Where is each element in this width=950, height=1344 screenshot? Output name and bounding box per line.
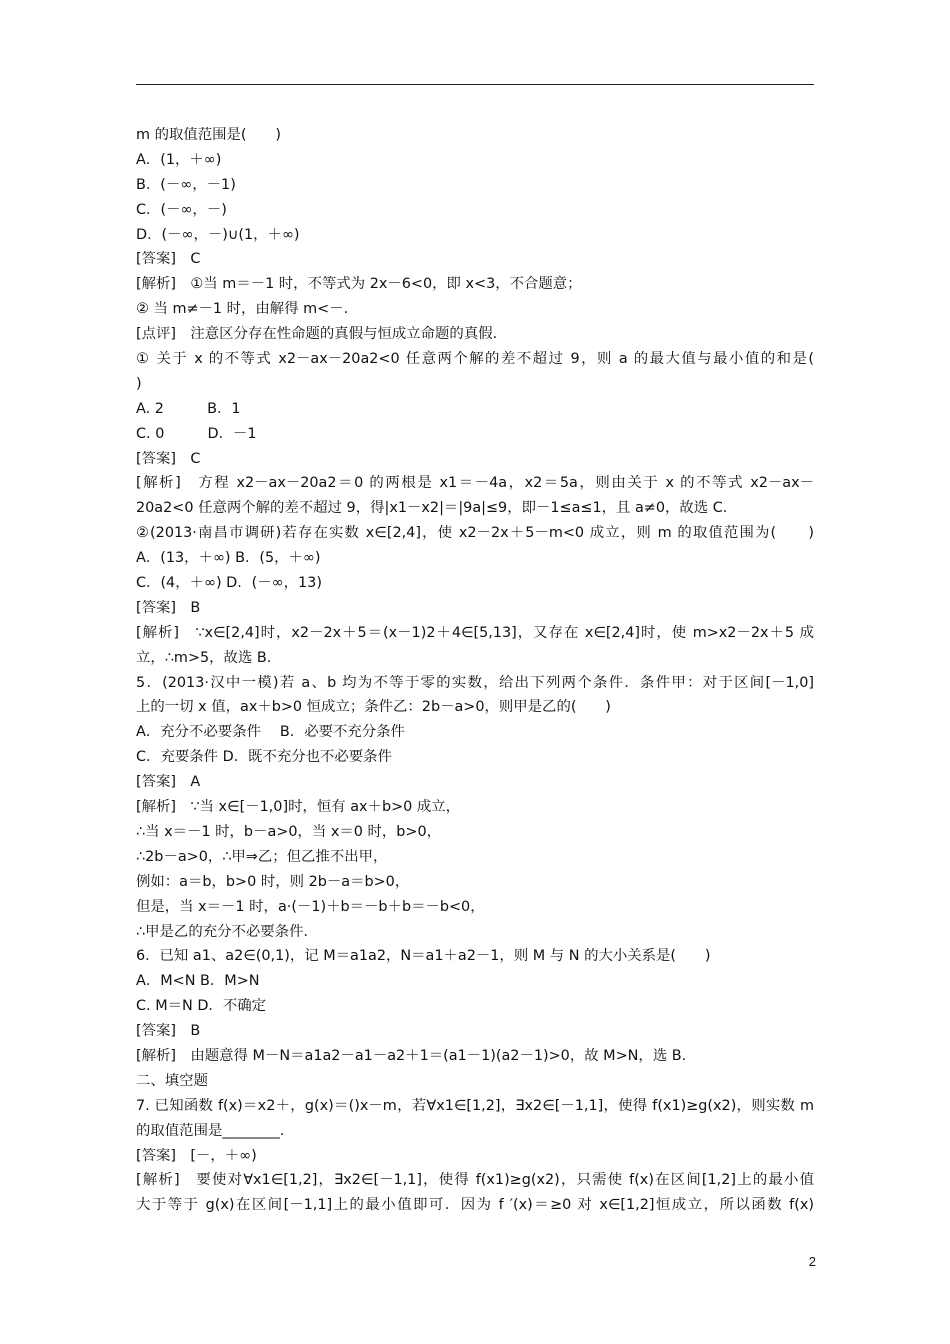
text-line: 6．已知 a1、a2∈(0,1)，记 M＝a1a2，N＝a1＋a2－1，则 M 与 N 的大小关系是( ) <box>136 948 711 965</box>
text-line: ② 当 m≠－1 时，由解得 m<－. <box>136 301 349 318</box>
text-line: [答案] C <box>136 251 201 268</box>
text-line: A．M<N B．M>N <box>136 973 260 990</box>
text-line: 7. 已知函数 f(x)＝x2＋，g(x)＝()x－m，若∀x1∈[1,2]，∃x2∈[－1,1]，使得 f(x1)≥g(x2)，则实数 m <box>136 1097 814 1114</box>
text-line: C. 0 D．－1 <box>136 425 257 442</box>
text-line: 5．(2013·汉中一模)若 a、b 均为不等于零的实数，给出下列两个条件．条件甲：对于区间[－1,0] <box>136 674 814 691</box>
text-line: ) <box>136 375 142 392</box>
text-line: [解析] ∵x∈[2,4]时，x2－2x＋5＝(x－1)2＋4∈[5,13]，又存在 x∈[2,4]时，使 m>x2－2x＋5 成 <box>136 624 814 641</box>
text-line: [解析] ①当 m＝－1 时，不等式为 2x－6<0，即 x<3，不合题意； <box>136 276 582 293</box>
text-line: 但是，当 x＝－1 时，a·(－1)＋b＝－b＋b＝－b<0， <box>136 898 485 915</box>
text-line: D．(－∞，－)∪(1，＋∞) <box>136 226 300 243</box>
text-line: [答案] A <box>136 774 201 791</box>
text-line: ∴甲是乙的充分不必要条件． <box>136 923 318 940</box>
text-line: ②(2013·南昌市调研)若存在实数 x∈[2,4]，使 x2－2x＋5－m<0 成立，则 m 的取值范围为( ) <box>136 525 814 542</box>
text-line: 立，∴m>5，故选 B. <box>136 649 272 666</box>
text-line: [解析] 要使对∀x1∈[1,2]，∃x2∈[－1,1]，使得 f(x1)≥g(x2)，只需使 f(x)在区间[1,2]上的最小值 <box>136 1172 814 1189</box>
text-line: [解析] 方程 x2－ax－20a2＝0 的两根是 x1＝－4a，x2＝5a，则由关于 x 的不等式 x2－ax－ <box>136 475 814 492</box>
text-line: C．(－∞，－) <box>136 201 227 218</box>
text-line: ① 关于 x 的不等式 x2－ax－20a2<0 任意两个解的差不超过 9，则 a 的最大值与最小值的和是( <box>136 351 814 368</box>
text-line: [答案] B <box>136 599 201 616</box>
text-line: 的取值范围是________． <box>136 1122 295 1139</box>
document-body <box>136 123 814 1218</box>
text-line: [答案] B <box>136 1023 201 1040</box>
text-line: [答案] [－，＋∞) <box>136 1147 257 1164</box>
text-line: C. M＝N D．不确定 <box>136 998 266 1015</box>
text-line: A．充分不必要条件 B．必要不充分条件 <box>136 724 405 741</box>
header-rule <box>136 84 814 85</box>
text-line: A．(1，＋∞) <box>136 151 222 168</box>
text-line: C．充要条件 D．既不充分也不必要条件 <box>136 749 392 766</box>
text-line: [点评] 注意区分存在性命题的真假与恒成立命题的真假. <box>136 326 498 343</box>
text-line: B．(－∞，－1) <box>136 176 236 193</box>
text-line: A. 2 B．1 <box>136 400 241 417</box>
text-line: 二、填空题 <box>136 1072 208 1089</box>
text-line: 大于等于 g(x)在区间[－1,1]上的最小值即可．因为 f ′(x)＝≥0 对 x∈[1,2]恒成立，所以函数 f(x) <box>136 1197 814 1214</box>
text-line: [答案] C <box>136 450 201 467</box>
text-line: m 的取值范围是( ) <box>136 127 281 143</box>
text-line: 20a2<0 任意两个解的差不超过 9，得|x1－x2|＝|9a|≤9，即－1≤a≤1，且 a≠0，故选 C. <box>136 500 728 517</box>
text-line: [解析] 由题意得 M－N＝a1a2－a1－a2＋1＝(a1－1)(a2－1)>0，故 M>N，选 B. <box>136 1047 687 1064</box>
text-line: C．(4，＋∞) D．(－∞，13) <box>136 575 322 592</box>
text-line: ∴2b－a>0，∴甲⇒乙；但乙推不出甲， <box>136 848 388 865</box>
text-line: ∴当 x＝－1 时，b－a>0，当 x＝0 时，b>0， <box>136 823 442 840</box>
text-line: A．(13，＋∞) B．(5，＋∞) <box>136 550 321 567</box>
text-line: 例如：a＝b，b>0 时，则 2b－a＝b>0， <box>136 873 410 890</box>
text-line: [解析] ∵当 x∈[－1,0]时，恒有 ax＋b>0 成立， <box>136 799 461 816</box>
text-line: 上的一切 x 值，ax＋b>0 恒成立；条件乙：2b－a>0，则甲是乙的( ) <box>136 699 611 716</box>
page-number: 2 <box>808 1254 816 1269</box>
